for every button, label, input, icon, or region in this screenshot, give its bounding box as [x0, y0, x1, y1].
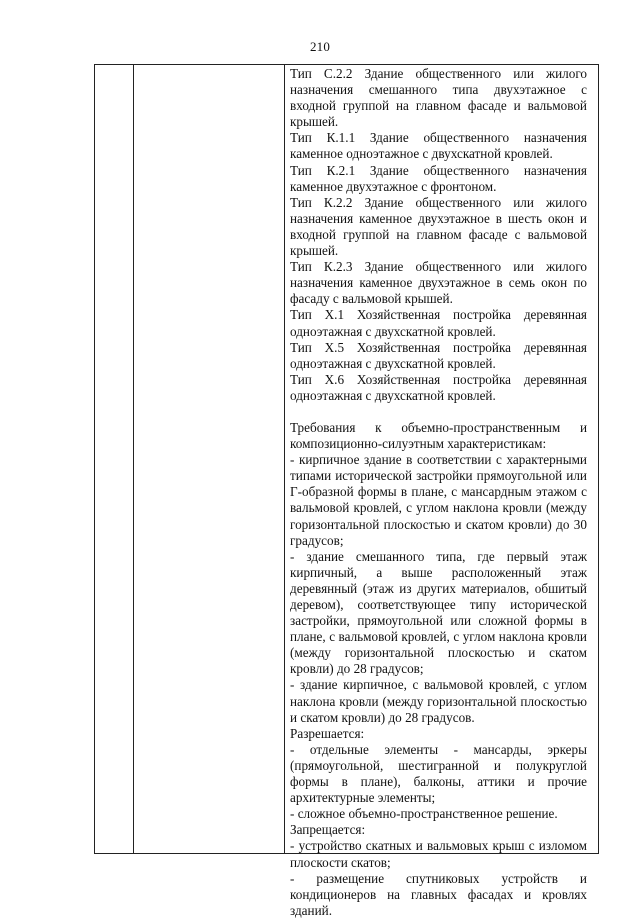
forbidden-title: Запрещается:	[290, 822, 366, 838]
allowed-title: Разрешается:	[290, 725, 365, 741]
table-column-divider-2	[284, 64, 285, 854]
table-left-border	[94, 64, 95, 854]
requirement-item: - кирпичное здание в соответствии с характерными типами исторической застройки прямоугольной или Г-образной формы в плане, с мансардным этажом с вальмовой кровлей, с углом наклона кровли (между горизонтальной плоскостью и скатом кровли) до 30 градусов;	[290, 452, 587, 548]
table-column-divider-1	[133, 64, 134, 854]
page-number: 210	[309, 39, 331, 54]
table-cell-content	[290, 66, 587, 919]
requirements-title: Требования к объемно-пространственным и композиционно-силуэтным характеристикам:	[290, 419, 587, 452]
paragraph-gap	[290, 404, 587, 420]
allowed-item: - сложное объемно-пространственное решение.	[290, 806, 558, 822]
requirement-item: - здание кирпичное, с вальмовой кровлей, с углом наклона кровли (между горизонтальной плоскостью и скатом кровли) до 28 градусов.	[290, 677, 587, 725]
type-item: Тип С.2.2 Здание общественного или жилого назначения смешанного типа двухэтажное с входной группой на главном фасаде и вальмовой крышей.	[290, 66, 587, 130]
type-item: Тип К.2.3 Здание общественного или жилого назначения каменное двухэтажное в семь окон по фасаду с вальмовой крышей.	[290, 259, 587, 307]
type-item: Тип Х.6 Хозяйственная постройка деревянная одноэтажная с двухскатной кровлей.	[290, 371, 587, 403]
type-item: Тип Х.1 Хозяйственная постройка деревянная одноэтажная с двухскатной кровлей.	[290, 307, 587, 339]
type-item: Тип К.2.1 Здание общественного назначения каменное двухэтажное с фронтоном.	[290, 162, 587, 194]
table-right-border	[598, 64, 599, 854]
forbidden-item: - размещение спутниковых устройств и кондиционеров на главных фасадах и кровлях зданий.	[290, 870, 587, 918]
type-item: Тип К.2.2 Здание общественного или жилого назначения каменное двухэтажное в шесть окон и входной группой на главном фасаде с вальмовой крышей.	[290, 194, 587, 259]
requirement-item: - здание смешанного типа, где первый этаж кирпичный, а выше расположенный этаж деревянный (этаж из других материалов, обшитый деревом), соответствующее типу исторической застройки, прямоугольной или сложной формы в плане, с вальмовой кровлей, с углом наклона кровли (между горизонтальной плоскостью и скатом кровли) до 28 градусов;	[290, 548, 587, 677]
allowed-item: - отдельные элементы - мансарды, эркеры (прямоугольной, шестигранной и полукруглой формы в плане), балконы, аттики и прочие архитектурные элементы;	[290, 741, 587, 806]
table-top-border	[94, 64, 599, 65]
forbidden-item: - устройство скатных и вальмовых крыш с изломом плоскости скатов;	[290, 838, 587, 870]
type-item: Тип К.1.1 Здание общественного назначения каменное одноэтажное с двухскатной кровлей.	[290, 130, 587, 162]
type-item: Тип Х.5 Хозяйственная постройка деревянная одноэтажная с двухскатной кровлей.	[290, 339, 587, 371]
